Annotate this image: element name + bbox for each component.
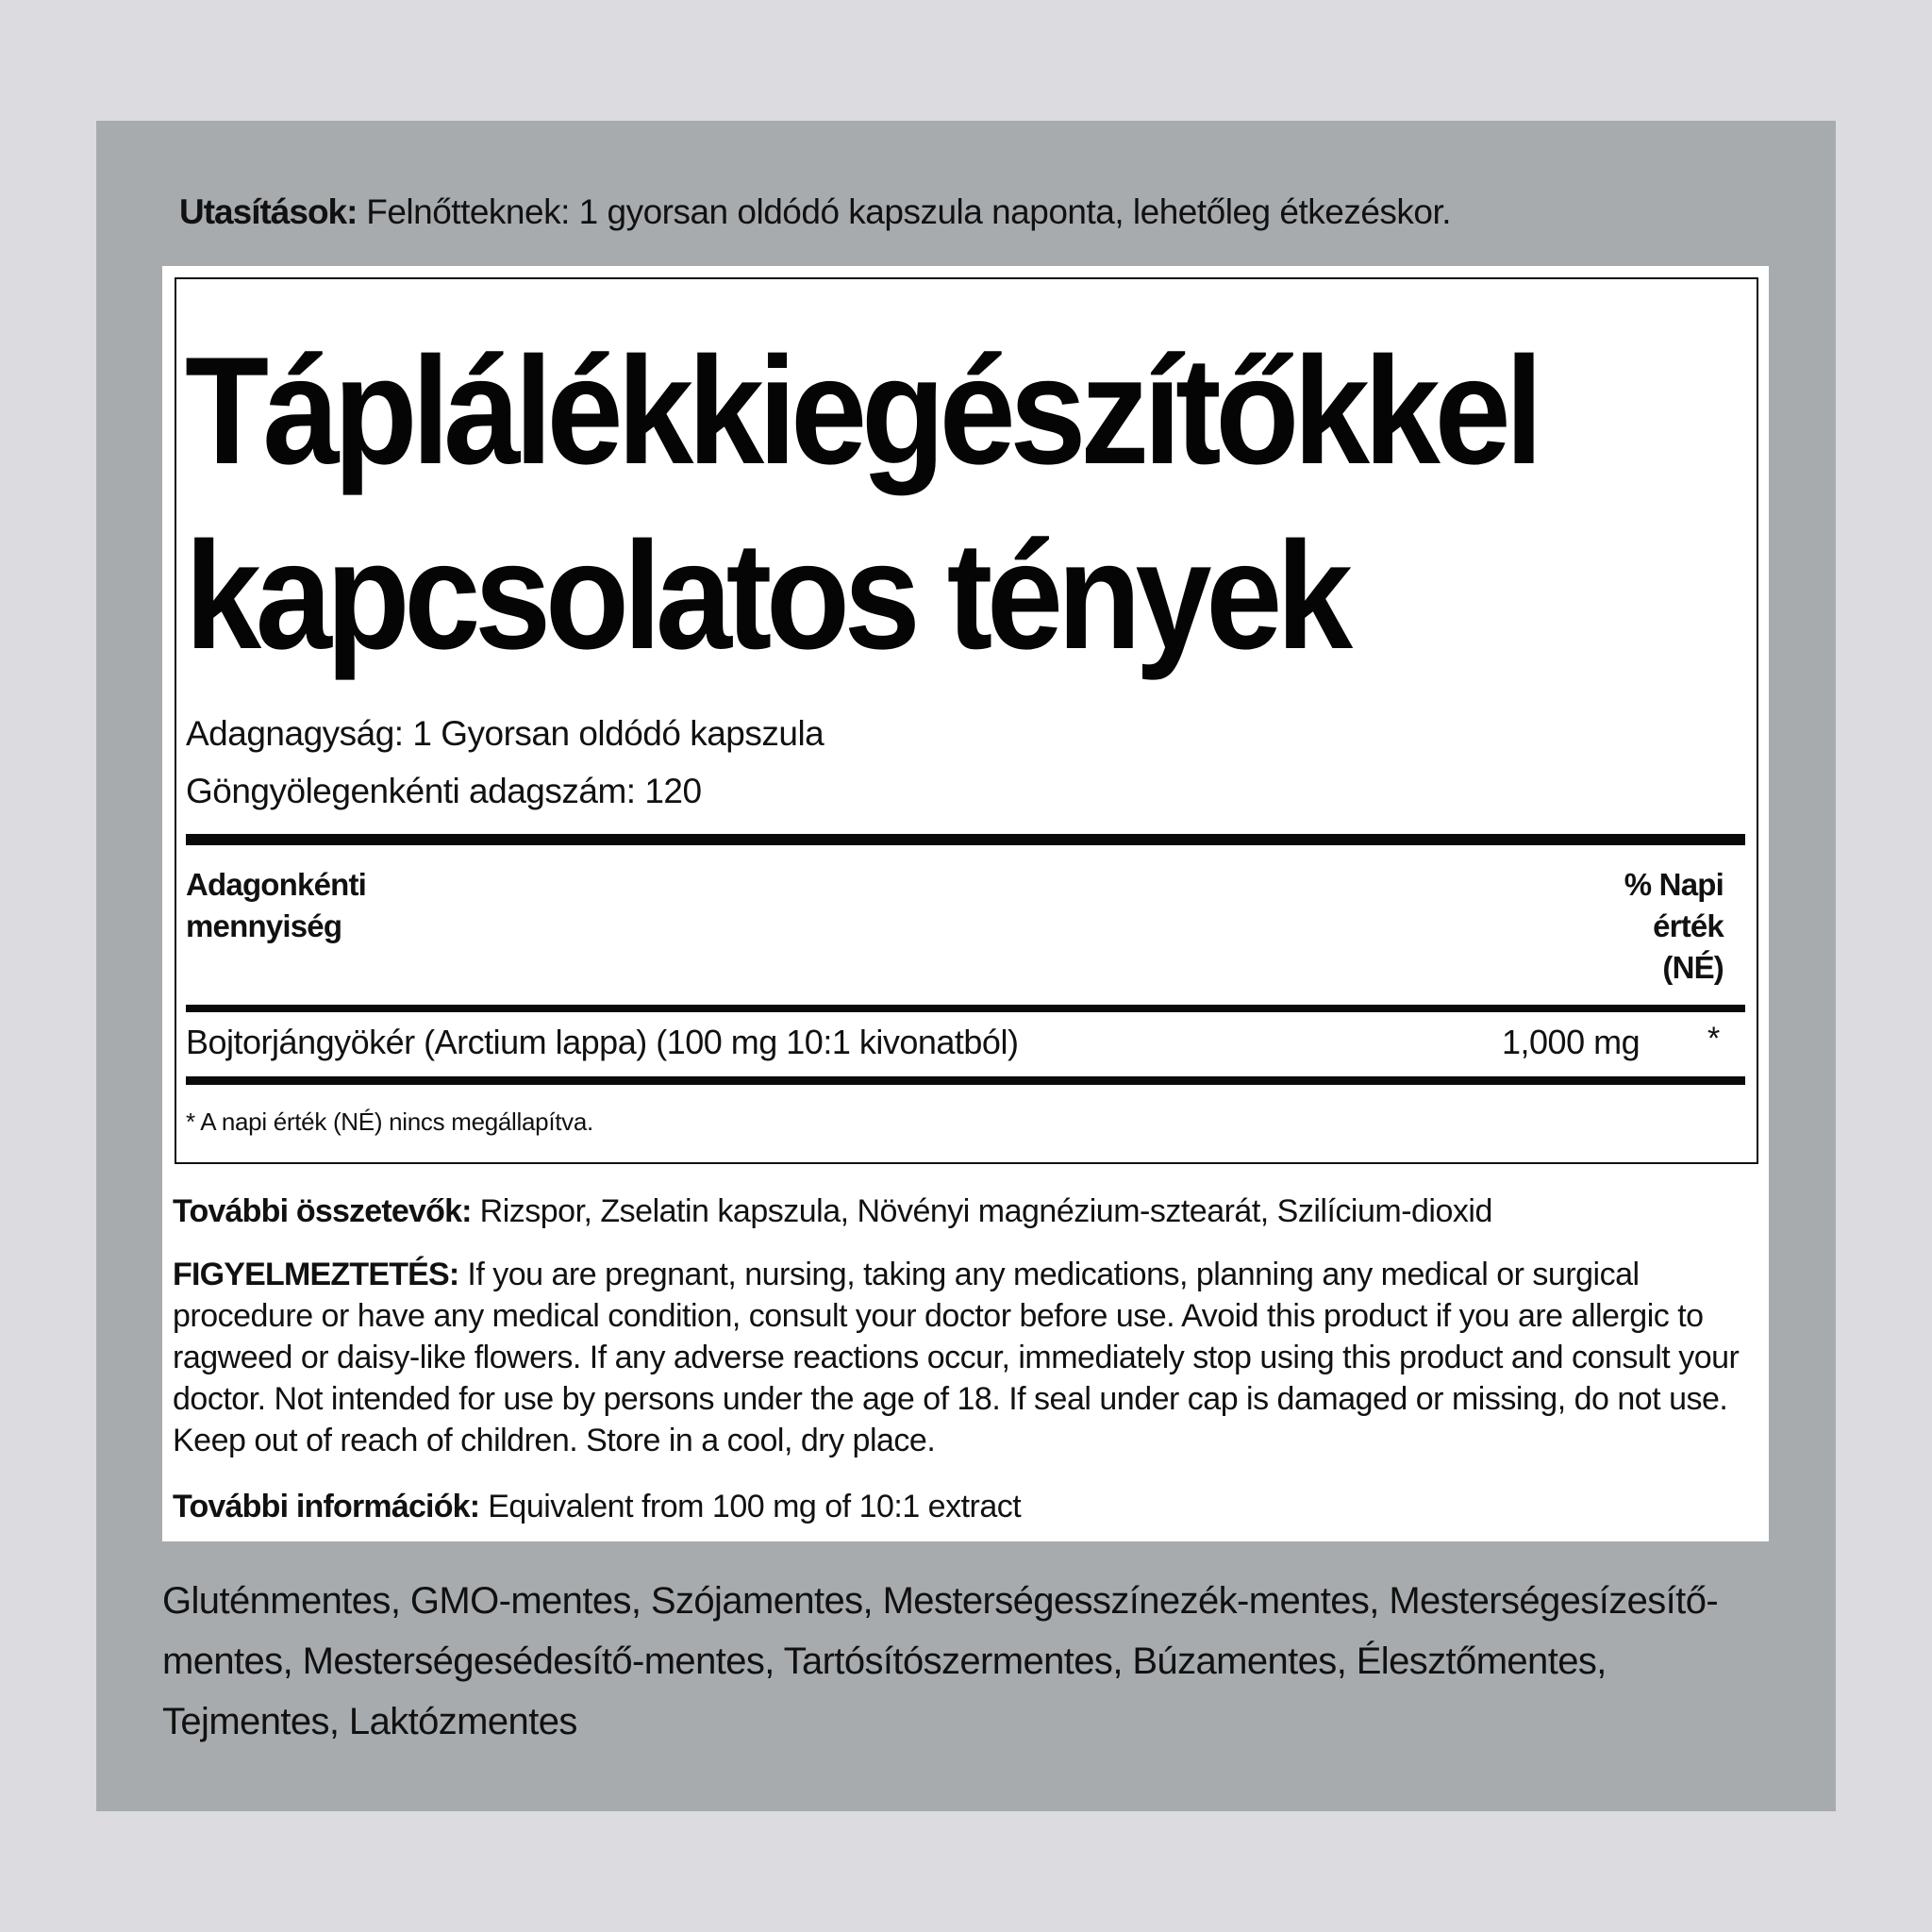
- title-line-2: kapcsolatos tények: [185, 510, 1347, 681]
- more-info-text: Equivalent from 100 mg of 10:1 extract: [479, 1489, 1022, 1524]
- divider-thick-bottom: [186, 1076, 1745, 1085]
- dv-header-line-1: % Napi: [1624, 867, 1724, 902]
- daily-value-footnote: * A napi érték (NÉ) nincs megállapítva.: [186, 1108, 593, 1136]
- other-ingredients-text: Rizspor, Zselatin kapszula, Növényi magnézium-sztearát, Szilícium-dioxid: [471, 1193, 1492, 1229]
- amount-header-line-1: Adagonkénti: [186, 867, 367, 902]
- directions-text: [179, 192, 1451, 232]
- other-ingredients: [173, 1191, 1748, 1232]
- warning-label: FIGYELMEZTETÉS:: [173, 1257, 459, 1292]
- servings-per-container: Göngyölegenkénti adagszám: 120: [186, 772, 702, 810]
- directions-body: Felnőtteknek: 1 gyorsan oldódó kapszula naponta, lehetőleg étkezéskor.: [357, 192, 1452, 231]
- other-ingredients-label: További összetevők:: [173, 1193, 472, 1229]
- serving-size: Adagnagyság: 1 Gyorsan oldódó kapszula: [186, 714, 824, 753]
- free-from-claims: Gluténmentes, GMO-mentes, Szójamentes, Mesterségesszínezék-mentes, Mesterségesízesítő-mentes, Mesterségesédesítő-mentes, Tartósítószermentes, Búzamentes, Élesztőmentes, Tejmentes, Laktózmentes: [162, 1580, 1719, 1742]
- warning-text: [173, 1254, 1748, 1461]
- ingredient-name: Bojtorjángyökér (Arctium lappa) (100 mg 10:1 kivonatból): [186, 1023, 1019, 1061]
- divider-thick: [186, 834, 1745, 845]
- daily-value-header: [1573, 864, 1724, 989]
- amount-per-serving-header: [186, 864, 469, 947]
- dv-header-line-3: (NÉ): [1662, 950, 1724, 985]
- amount-header-line-2: mennyiség: [186, 908, 342, 943]
- warning-body: If you are pregnant, nursing, taking any medications, planning any medical or surgical procedure or have any medical condition, consult your doctor before use. Avoid this product if you are allergic to ragweed or daisy-like flowers. If any adverse reactions occur, immediately stop using this product and consult your doctor. Not intended for use by persons under the age of 18. If seal under cap is damaged or missing, do not use. Keep out of reach of children. Store in a cool, dry place.: [173, 1257, 1740, 1458]
- supplement-facts-title: [185, 319, 1603, 689]
- ingredient-daily-value: *: [1707, 1021, 1721, 1057]
- directions-label: Utasítások:: [179, 192, 358, 231]
- divider-medium: [186, 1005, 1745, 1012]
- title-line-1: Táplálékkiegészítőkkel: [185, 325, 1538, 496]
- ingredient-amount: 1,000 mg: [1502, 1023, 1641, 1061]
- more-info-label: További információk:: [173, 1489, 480, 1524]
- dv-header-line-2: érték: [1653, 908, 1724, 943]
- more-information: [173, 1486, 1748, 1527]
